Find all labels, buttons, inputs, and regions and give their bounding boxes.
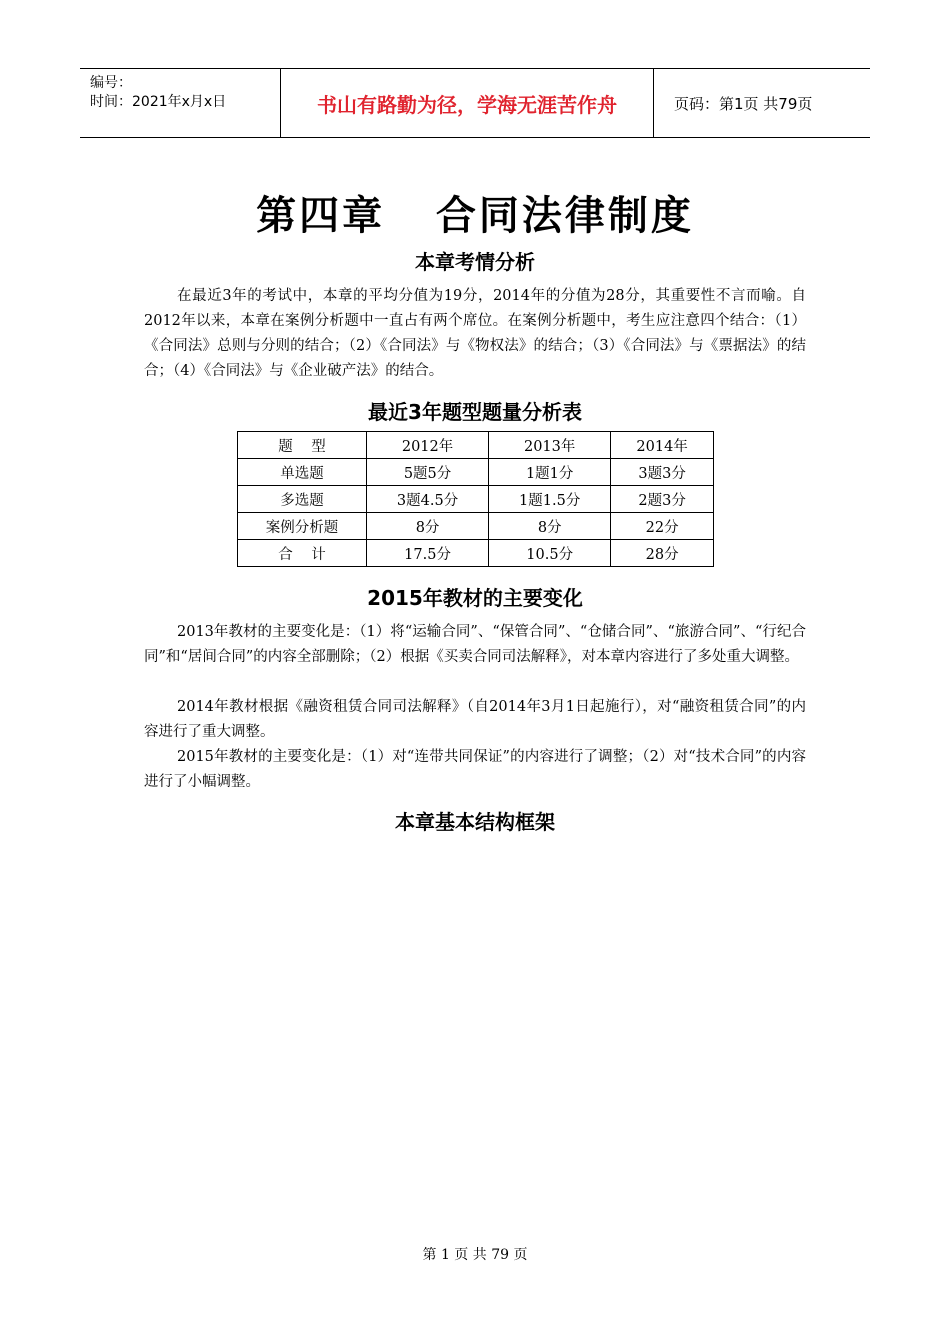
table-cell: 单选题	[238, 459, 367, 486]
table-cell: 10.5分	[489, 540, 611, 567]
analysis-paragraph: 在最近3年的考试中，本章的平均分值为19分，2014年的分值为28分，其重要性不言而喻。自2012年以来，本章在案例分析题中一直占有两个席位。在案例分析题中，考生应注意四个结合：（1）《合同法》总则与分则的结合；（2）《合同法》与《物权法》的结合；（3）《合同法》与《票据法》的结合；（4）《合同法》与《企业破产法》的结合。	[144, 288, 806, 379]
table-cell: 1题1分	[489, 459, 611, 486]
section-title-structure: 本章基本结构框架	[395, 810, 555, 834]
table-row	[238, 540, 714, 567]
table-header-cell: 题 型	[238, 432, 367, 459]
table-cell: 1题1.5分	[489, 486, 611, 513]
table-cell: 多选题	[238, 486, 367, 513]
table-cell: 合 计	[238, 540, 367, 567]
table-header-cell: 2014年	[611, 432, 714, 459]
table-cell: 5题5分	[367, 459, 489, 486]
changes-paragraph-3: 2015年教材的主要变化是：（1）对“连带共同保证”的内容进行了调整；（2）对“技术合同”的内容进行了小幅调整。	[144, 749, 806, 790]
section-title-analysis: 本章考情分析	[415, 250, 535, 274]
page-header	[80, 68, 870, 138]
table-row	[238, 459, 714, 486]
table-cell: 3题3分	[611, 459, 714, 486]
changes-paragraph-1: 2013年教材的主要变化是：（1）将“运输合同”、“保管合同”、“仓储合同”、“旅游合同”、“行纪合同”和“居间合同”的内容全部删除；（2）根据《买卖合同司法解释》，对本章内容进行了多处重大调整。	[144, 624, 806, 665]
table-cell: 2题3分	[611, 486, 714, 513]
table-cell: 案例分析题	[238, 513, 367, 540]
table-header-cell: 2012年	[367, 432, 489, 459]
page-info-text: 页码：第1页 共79页	[674, 94, 813, 113]
table-cell: 22分	[611, 513, 714, 540]
page-footer: 第 1 页 共 79 页	[422, 1247, 528, 1263]
table-row	[238, 486, 714, 513]
table-cell: 8分	[489, 513, 611, 540]
changes-paragraph-2: 2014年教材根据《融资租赁合同司法解释》（自2014年3月1日起施行），对“融资租赁合同”的内容进行了重大调整。	[144, 699, 806, 740]
header-page-info	[664, 69, 870, 137]
table-header-row	[238, 432, 714, 459]
header-motto: 书山有路勤为径，学海无涯苦作舟	[281, 69, 654, 137]
question-stats-table	[237, 431, 714, 567]
section-title-changes: 2015年教材的主要变化	[367, 586, 583, 610]
chapter-title: 第四章 合同法律制度	[256, 192, 694, 239]
table-cell: 8分	[367, 513, 489, 540]
table-row	[238, 513, 714, 540]
number-label: 编号：	[90, 75, 132, 91]
date-line: 时间：2021年x月x日	[90, 94, 227, 110]
table-cell: 28分	[611, 540, 714, 567]
table-cell: 17.5分	[367, 540, 489, 567]
table-title: 最近3年题型题量分析表	[368, 400, 582, 424]
header-meta	[80, 69, 281, 137]
table-header-cell: 2013年	[489, 432, 611, 459]
table-cell: 3题4.5分	[367, 486, 489, 513]
